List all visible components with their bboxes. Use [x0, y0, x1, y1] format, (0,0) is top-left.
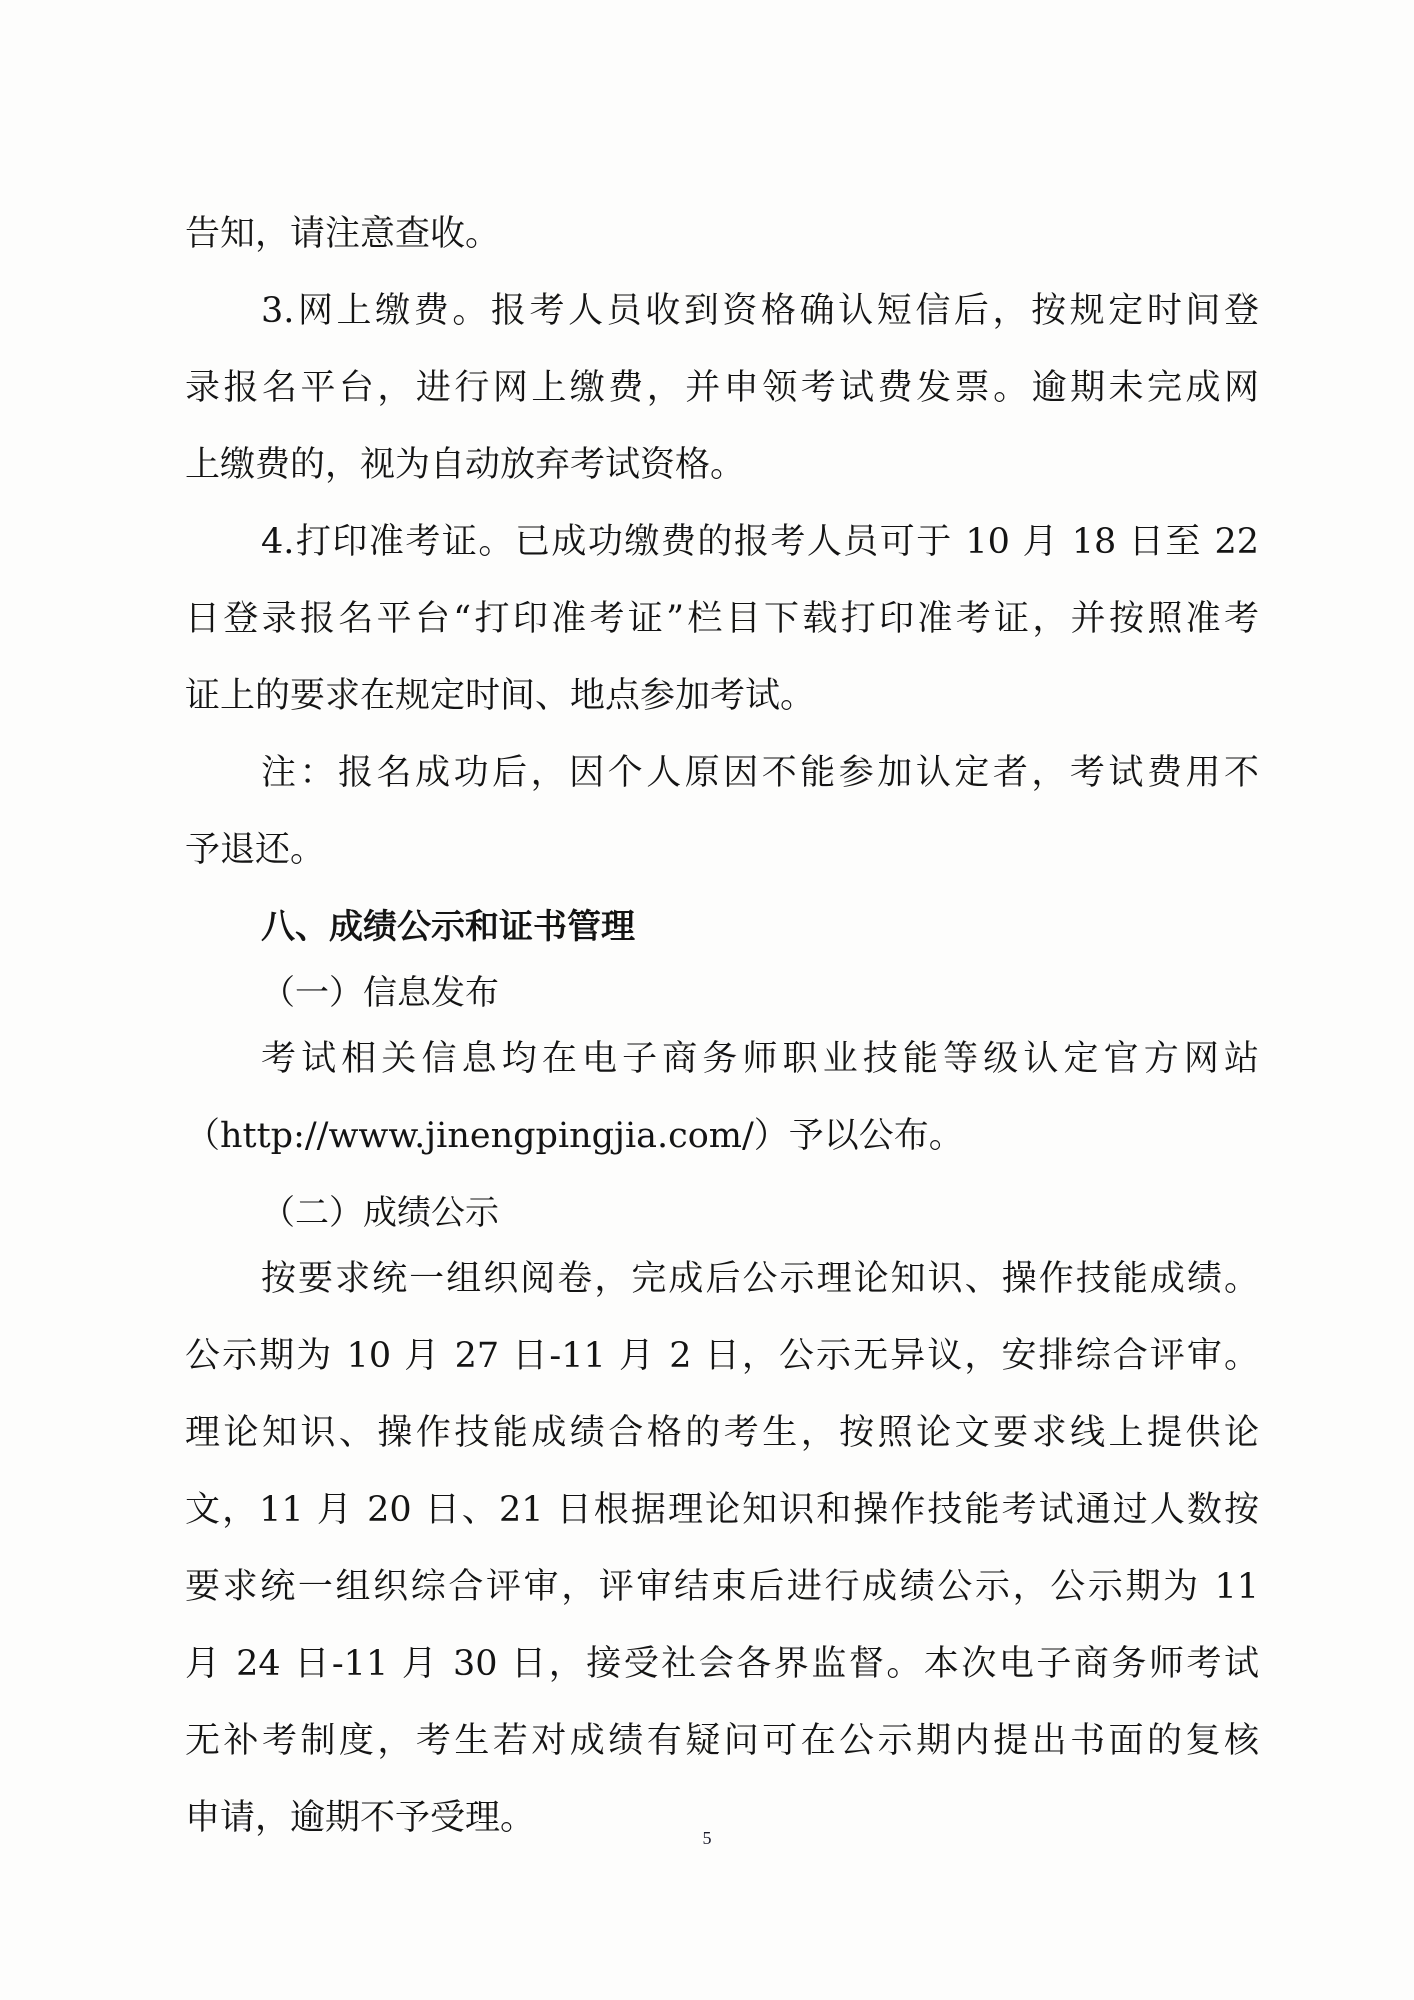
text-line: 上缴费的，视为自动放弃考试资格。 — [185, 445, 746, 485]
page-number: 5 — [702, 1828, 712, 1848]
subheading-info-release: （一）信息发布 — [261, 973, 499, 1013]
text-line: 月 24 日-11 月 30 日，接受社会各界监督。本次电子商务师考试 — [185, 1644, 1259, 1684]
text-line: 理论知识、操作技能成绩合格的考生，按照论文要求线上提供论 — [185, 1413, 1259, 1453]
subheading-score-publication: （二）成绩公示 — [261, 1193, 499, 1233]
paragraph-online-payment: 3.网上缴费。报考人员收到资格确认短信后，按规定时间登 — [261, 291, 1259, 331]
paragraph-score-publication: 按要求统一组织阅卷，完成后公示理论知识、操作技能成绩。 — [261, 1259, 1259, 1299]
text-line: 申请，逾期不予受理。 — [185, 1798, 536, 1838]
text-line: 证上的要求在规定时间、地点参加考试。 — [185, 676, 816, 716]
website-url-line: （http://www.jinengpingjia.com/）予以公布。 — [185, 1116, 964, 1156]
note-paragraph: 注：报名成功后，因个人原因不能参加认定者，考试费用不 — [261, 753, 1259, 793]
text-line: 告知，请注意查收。 — [185, 214, 501, 254]
document-page — [185, 212, 1259, 1873]
paragraph-print-admission-ticket: 4.打印准考证。已成功缴费的报考人员可于 10 月 18 日至 22 — [261, 522, 1259, 562]
text-line: 文，11 月 20 日、21 日根据理论知识和操作技能考试通过人数按 — [185, 1490, 1259, 1530]
text-line: 录报名平台，进行网上缴费，并申领考试费发票。逾期未完成网 — [185, 368, 1259, 408]
text-line: 要求统一组织综合评审，评审结束后进行成绩公示，公示期为 11 — [185, 1567, 1259, 1607]
text-line: 无补考制度，考生若对成绩有疑问可在公示期内提出书面的复核 — [185, 1721, 1259, 1761]
text-line: 公示期为 10 月 27 日-11 月 2 日，公示无异议，安排综合评审。 — [185, 1336, 1259, 1376]
section-heading-score-publication: 八、成绩公示和证书管理 — [261, 907, 635, 947]
text-line: 予退还。 — [185, 830, 326, 870]
paragraph-info-release: 考试相关信息均在电子商务师职业技能等级认定官方网站 — [261, 1039, 1259, 1079]
text-line: 日登录报名平台“打印准考证”栏目下载打印准考证，并按照准考 — [185, 599, 1259, 639]
